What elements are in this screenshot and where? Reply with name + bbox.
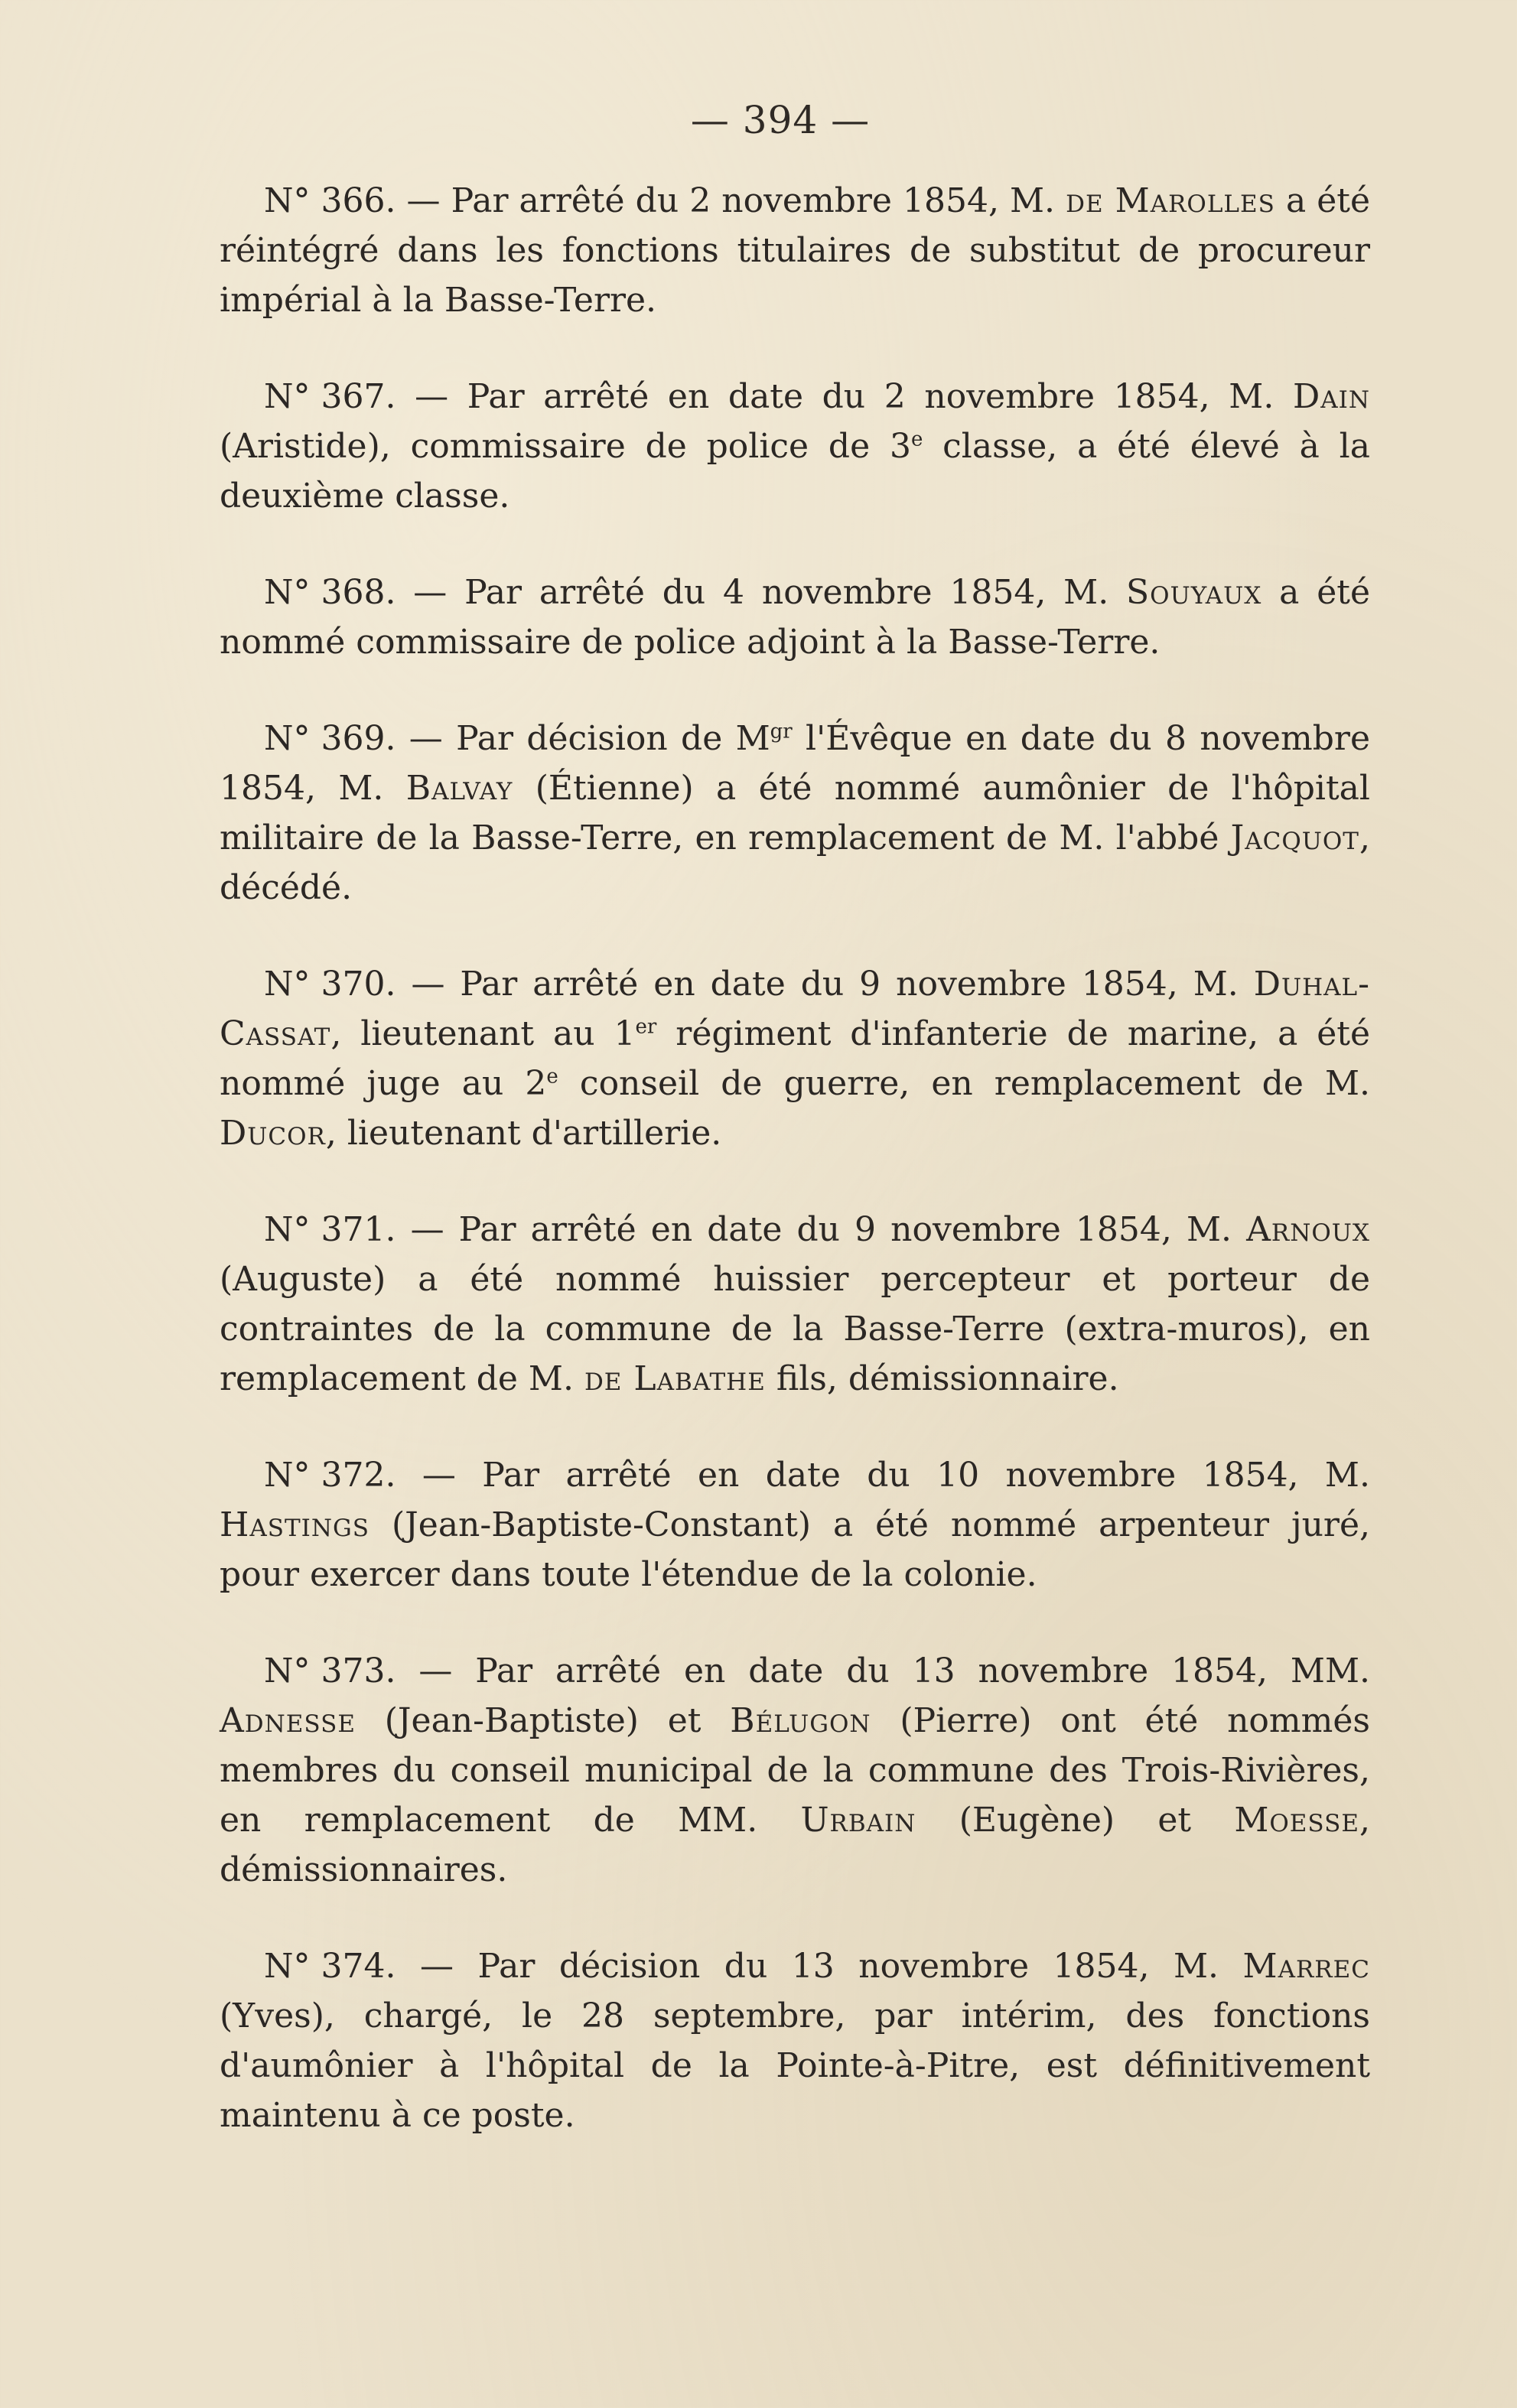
entry-text: Par arrêté du 4 novembre 1854, M.	[464, 573, 1109, 612]
superscript: gr	[770, 720, 793, 744]
entry-dash: —	[409, 719, 443, 758]
superscript: er	[635, 1015, 657, 1039]
person-name: Adnesse	[220, 1701, 356, 1740]
entry-number: N° 366.	[264, 181, 396, 220]
superscript: e	[910, 428, 923, 451]
entry-text: (Yves), chargé, le 28 septembre, par intérim, des fonctions d'aumônier à l'hôpital de la Pointe-à-Pitre, est définitivement maintenu à ce poste.	[220, 1996, 1370, 2135]
entry-text: (Jean-Baptiste-Constant) a été nommé arpenteur juré, pour exercer dans toute l'étendue de la colonie.	[220, 1505, 1370, 1594]
person-name: Bélugon	[730, 1701, 871, 1740]
person-name: Moesse	[1234, 1801, 1359, 1840]
entry-text: (Aristide), commissaire de police de 3	[220, 427, 911, 466]
entry-text: (Étienne) a été nommé aumônier de l'hôpital militaire de la Basse-Terre, en remplacement de M. l'abbé	[220, 769, 1370, 857]
entry-text: Par arrêté en date du 9 novembre 1854, M.	[460, 965, 1239, 1004]
entry-text: (Pierre) ont été nommés membres du conseil municipal de la commune des Trois-Rivières, en remplacement de MM.	[220, 1701, 1370, 1840]
entry-number: N° 370.	[264, 965, 396, 1004]
entry-369	[220, 714, 1370, 913]
person-name: Duhal-Cassat	[220, 965, 1370, 1053]
entry-dash: —	[406, 181, 441, 220]
entry-number: N° 368.	[264, 573, 396, 612]
entry-dash: —	[419, 1947, 454, 1986]
person-name: de Marolles	[1066, 181, 1275, 220]
entry-text: Par arrêté en date du 10 novembre 1854, M.	[482, 1456, 1370, 1495]
entry-text: , démissionnaires.	[220, 1801, 1370, 1889]
entry-text: (Jean-Baptiste) et	[384, 1701, 702, 1740]
person-name: Hastings	[220, 1505, 370, 1544]
entry-text: , lieutenant au 1	[330, 1014, 636, 1053]
entry-number: N° 369.	[264, 719, 396, 758]
entry-number: N° 372.	[264, 1456, 396, 1495]
person-name: Dain	[1292, 377, 1370, 416]
entry-text: l'Évêque en date du 8 novembre 1854, M.	[220, 719, 1371, 808]
entry-text: (Eugène) et	[959, 1801, 1192, 1840]
entry-dash: —	[410, 1210, 444, 1249]
entry-373	[220, 1646, 1370, 1895]
person-name: Souyaux	[1126, 573, 1262, 612]
person-name: Urbain	[800, 1801, 916, 1840]
entry-367	[220, 372, 1370, 521]
entry-text: Par arrêté en date du 9 novembre 1854, M.	[458, 1210, 1232, 1249]
person-name: Marrec	[1242, 1947, 1370, 1986]
person-name: Balvay	[405, 769, 513, 808]
entry-dash: —	[411, 965, 445, 1004]
entry-dash: —	[422, 1456, 456, 1495]
entry-dash: —	[415, 377, 449, 416]
entry-372	[220, 1450, 1370, 1599]
person-name: Jacquot	[1230, 818, 1359, 857]
entry-text: , décédé.	[220, 818, 1370, 907]
entry-number: N° 373.	[264, 1651, 396, 1690]
entry-text: Par arrêté en date du 2 novembre 1854, M.	[467, 377, 1274, 416]
text-block	[220, 176, 1370, 2187]
entry-text: Par décision de M	[456, 719, 770, 758]
entry-text: a été réintégré dans les fonctions titulaires de substitut de procureur impérial à la Basse-Terre.	[220, 181, 1370, 320]
page-number: — 394 —	[690, 98, 871, 142]
entry-text: (Auguste) a été nommé huissier percepteur et porteur de contraintes de la commune de la Basse-Terre (extra-muros), en remplacement de M.	[220, 1260, 1370, 1398]
entry-text: conseil de guerre, en remplacement de M.	[579, 1064, 1371, 1103]
entry-374	[220, 1941, 1370, 2140]
entry-text: régiment d'infanterie de marine, a été nommé juge au 2	[220, 1014, 1370, 1103]
entry-text: fils, démissionnaire.	[776, 1359, 1119, 1398]
person-name: Arnoux	[1246, 1210, 1370, 1249]
entry-text: Par arrêté en date du 13 novembre 1854, MM.	[475, 1651, 1370, 1690]
entry-text: Par arrêté du 2 novembre 1854, M.	[451, 181, 1056, 220]
entry-text: , lieutenant d'artillerie.	[325, 1114, 722, 1153]
entry-366	[220, 176, 1370, 325]
entry-370	[220, 959, 1370, 1158]
superscript: e	[546, 1065, 558, 1088]
entry-number: N° 374.	[264, 1947, 396, 1986]
entry-text: a été nommé commissaire de police adjoint à la Basse-Terre.	[220, 573, 1370, 662]
entry-dash: —	[418, 1651, 453, 1690]
entry-368	[220, 568, 1370, 667]
entry-text: classe, a été élevé à la deuxième classe.	[220, 427, 1370, 516]
person-name: Ducor	[220, 1114, 326, 1153]
entry-text: Par décision du 13 novembre 1854, M.	[477, 1947, 1219, 1986]
person-name: de Labathe	[584, 1359, 766, 1398]
entry-371	[220, 1205, 1370, 1404]
entry-dash: —	[413, 573, 448, 612]
entry-number: N° 367.	[264, 377, 396, 416]
entry-number: N° 371.	[264, 1210, 396, 1249]
